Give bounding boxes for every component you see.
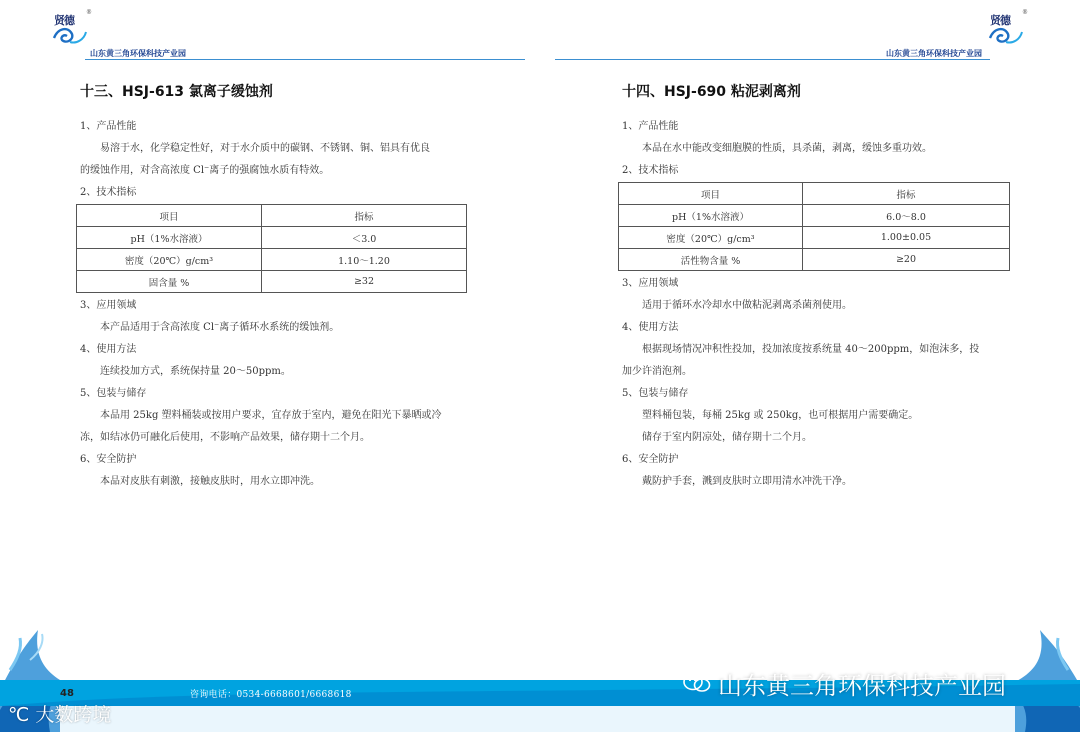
logo-text: 贤德 — [54, 14, 74, 27]
paragraph: 塑料桶包装，每桶 25kg 或 250kg，也可根据用户需要确定。 — [642, 410, 919, 421]
paragraph: 加少许消泡剂。 — [622, 366, 692, 377]
registered-mark: ® — [86, 9, 92, 16]
heading-application: 3、应用领域 — [80, 300, 137, 311]
heading-specs: 2、技术指标 — [622, 165, 679, 176]
table-cell: 6.0～8.0 — [803, 205, 1010, 227]
table-row — [77, 227, 467, 249]
heading-performance: 1、产品性能 — [80, 121, 137, 132]
table-row — [619, 249, 1010, 271]
header-rule-left — [85, 59, 525, 60]
heading-usage: 4、使用方法 — [622, 322, 679, 333]
registered-mark: ® — [1022, 9, 1028, 16]
table-cell: 1.10～1.20 — [262, 249, 467, 271]
table-row — [77, 249, 467, 271]
paragraph: 根据现场情况冲积性投加，投加浓度按系统量 40～200ppm，如泡沫多，投 — [642, 344, 980, 355]
table-cell: 固含量 % — [77, 271, 262, 293]
heading-packaging: 5、包装与储存 — [80, 388, 147, 399]
wechat-icon — [682, 672, 712, 694]
heading-usage: 4、使用方法 — [80, 344, 137, 355]
product-section-hsj-613 — [80, 80, 480, 493]
heading-performance: 1、产品性能 — [622, 121, 679, 132]
paragraph: 冻，如结冰仍可融化后使用，不影响产品效果，储存期十二个月。 — [80, 432, 370, 443]
header-logo-left — [52, 9, 92, 50]
table-cell: 1.00±0.05 — [803, 227, 1010, 249]
table-row — [619, 205, 1010, 227]
table-header-cell: 项目 — [619, 183, 803, 205]
heading-safety: 6、安全防护 — [622, 454, 679, 465]
table-header-cell: 指标 — [803, 183, 1010, 205]
paragraph: 本品对皮肤有刺激，接触皮肤时，用水立即冲洗。 — [100, 476, 320, 487]
table-cell: pH（1%水溶液） — [77, 227, 262, 249]
table-cell: 密度（20℃）g/cm³ — [619, 227, 803, 249]
section-title: 十四、HSJ-690 粘泥剥离剂 — [622, 84, 801, 100]
header-company-left: 山东黄三角环保科技产业园 — [90, 48, 186, 58]
table-cell: pH（1%水溶液） — [619, 205, 803, 227]
wave-logo-icon — [988, 24, 1024, 48]
paragraph: 本品在水中能改变细胞膜的性质，具杀菌，剥离，缓蚀多重功效。 — [642, 143, 932, 154]
paragraph: 连续投加方式，系统保持量 20～50ppm。 — [100, 366, 291, 377]
table-header-row — [619, 183, 1010, 205]
contact-phone: 咨询电话：0534-6668601/6668618 — [190, 690, 352, 700]
wave-logo-icon — [52, 24, 88, 48]
watermark-company: 山东黄三角环保科技产业园 — [718, 672, 1006, 700]
spec-table — [76, 204, 467, 293]
paragraph: 储存于室内阴凉处，储存期十二个月。 — [642, 432, 812, 443]
table-cell: ＜3.0 — [262, 227, 467, 249]
table-cell: ≥32 — [262, 271, 467, 293]
table-row — [77, 271, 467, 293]
section-title: 十三、HSJ-613 氯离子缓蚀剂 — [80, 84, 273, 100]
heading-specs: 2、技术指标 — [80, 187, 137, 198]
header-company-right: 山东黄三角环保科技产业园 — [886, 48, 982, 58]
spec-table — [618, 182, 1010, 271]
paragraph: 适用于循环水冷却水中做粘泥剥离杀菌剂使用。 — [642, 300, 852, 311]
logo-text: 贤德 — [990, 14, 1010, 27]
product-section-hsj-690 — [622, 80, 1022, 493]
table-cell: ≥20 — [803, 249, 1010, 271]
page-number: 48 — [60, 688, 74, 699]
header-logo-right — [988, 9, 1028, 50]
paragraph: 的缓蚀作用，对含高浓度 Cl⁻离子的强腐蚀水质有特效。 — [80, 165, 330, 176]
table-header-row — [77, 205, 467, 227]
table-cell: 密度（20℃）g/cm³ — [77, 249, 262, 271]
table-row — [619, 227, 1010, 249]
heading-application: 3、应用领域 — [622, 278, 679, 289]
heading-safety: 6、安全防护 — [80, 454, 137, 465]
paragraph: 本品用 25kg 塑料桶装或按用户要求，宜存放于室内，避免在阳光下暴晒或冷 — [100, 410, 442, 421]
table-header-cell: 项目 — [77, 205, 262, 227]
watermark-source: ℃ 大数跨境 — [8, 704, 112, 726]
table-header-cell: 指标 — [262, 205, 467, 227]
paragraph: 易溶于水，化学稳定性好，对于水介质中的碳钢、不锈钢、铜、铝具有优良 — [100, 143, 430, 154]
paragraph: 本产品适用于含高浓度 Cl⁻离子循环水系统的缓蚀剂。 — [100, 322, 340, 333]
heading-packaging: 5、包装与储存 — [622, 388, 689, 399]
table-cell: 活性物含量 % — [619, 249, 803, 271]
paragraph: 戴防护手套，溅到皮肤时立即用清水冲洗干净。 — [642, 476, 852, 487]
header-rule-right — [555, 59, 990, 60]
